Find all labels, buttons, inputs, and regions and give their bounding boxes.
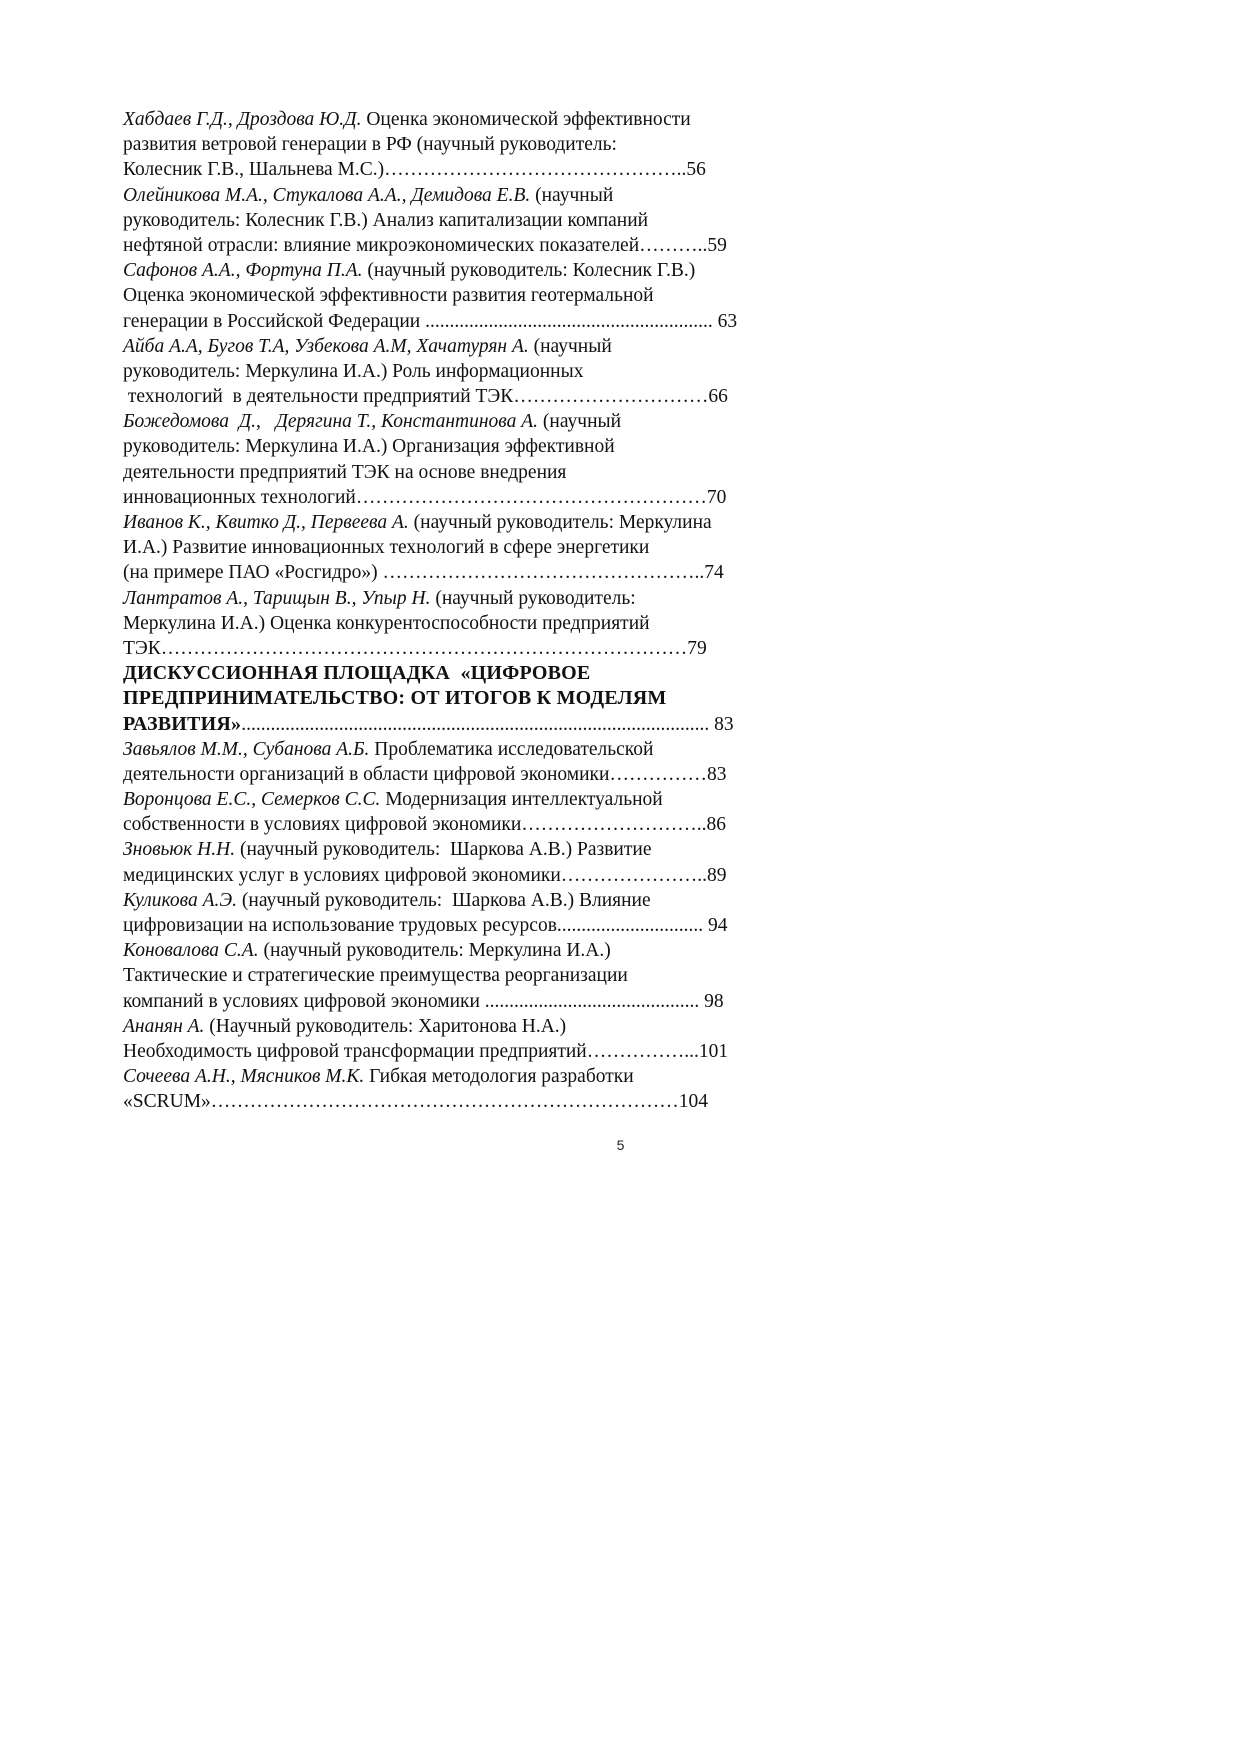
toc-line xyxy=(123,208,813,233)
toc-line xyxy=(123,989,813,1014)
entry-text: Проблематика исследовательской xyxy=(369,738,654,760)
toc-line xyxy=(123,409,813,434)
section-heading: ПРЕДПРИНИМАТЕЛЬСТВО: ОТ ИТОГОВ К МОДЕЛЯМ xyxy=(123,687,667,710)
entry-authors: Лантратов А., Тарищын В., Упыр Н. xyxy=(123,587,431,609)
entry-text: (научный руководитель: xyxy=(430,587,636,609)
entry-authors: Завьялов М.М., Субанова А.Б. xyxy=(123,738,370,760)
toc-line xyxy=(123,611,813,636)
toc-line xyxy=(123,309,813,334)
toc-line xyxy=(123,107,813,132)
toc-line xyxy=(123,434,813,459)
entry-authors: Божедомова Д., Дерягина Т., Константинова А. xyxy=(123,411,539,433)
toc-entry xyxy=(123,888,813,938)
toc-line xyxy=(123,963,813,988)
entry-text: (научный xyxy=(528,335,612,357)
entry-text: (научный руководитель: Меркулина xyxy=(408,512,712,533)
entry-text: медицинских услуг в условиях цифровой экономики…………………..89 xyxy=(123,864,727,886)
toc-entry xyxy=(123,409,813,510)
toc-line xyxy=(123,837,813,862)
entry-text: компаний в условиях цифровой экономики ............................................ 98 xyxy=(123,990,724,1012)
entry-text: руководитель: Меркулина И.А.) Роль информационных xyxy=(123,360,584,382)
toc-entry xyxy=(123,737,813,787)
entry-text: Колесник Г.В., Шальнева М.С.)………………………………………..56 xyxy=(123,159,706,181)
toc-line xyxy=(123,460,813,485)
entry-text: собственности в условиях цифровой экономики………………………..86 xyxy=(123,814,727,836)
entry-text: Оценка экономической эффективности xyxy=(361,109,691,130)
entry-text: технологий в деятельности предприятий ТЭК…………………………66 xyxy=(123,386,728,408)
entry-text: Оценка экономической эффективности развития геотермальной xyxy=(123,285,654,307)
entry-text: И.А.) Развитие инновационных технологий в сфере энергетики xyxy=(123,537,650,559)
toc-entry xyxy=(123,938,813,1014)
toc-line xyxy=(123,888,813,913)
entry-authors: Зновьюк Н.Н. xyxy=(123,839,236,861)
entry-text: (научный xyxy=(530,184,614,206)
toc-line xyxy=(123,157,813,182)
toc-entry xyxy=(123,1014,813,1064)
entry-text: «SCRUM»………………………………………………………………104 xyxy=(123,1091,709,1113)
toc-line xyxy=(123,258,813,283)
entry-authors: Воронцова Е.С., Семерков С.С. xyxy=(123,789,381,811)
toc-line xyxy=(123,510,813,535)
toc-line xyxy=(123,384,813,409)
toc-entry xyxy=(123,837,813,887)
entry-authors: Куликова А.Э. xyxy=(123,889,238,911)
toc-line xyxy=(123,132,813,157)
toc-entry xyxy=(123,586,813,662)
toc-line xyxy=(123,535,813,560)
entry-text: деятельности предприятий ТЭК на основе внедрения xyxy=(123,461,567,483)
entry-text: нефтяной отрасли: влияние микроэкономических показателей………..59 xyxy=(123,234,727,256)
toc-line xyxy=(123,938,813,963)
toc-entry xyxy=(123,183,813,259)
entry-text: Необходимость цифровой трансформации предприятий……………...101 xyxy=(123,1040,729,1062)
entry-text: руководитель: Колесник Г.В.) Анализ капитализации компаний xyxy=(123,209,649,231)
entry-text: ................................................................................................ 83 xyxy=(241,713,734,735)
toc-line xyxy=(123,183,813,208)
toc-entry xyxy=(123,661,813,737)
entry-text: ТЭК………………………………………………………………………79 xyxy=(123,637,707,659)
toc-entry xyxy=(123,107,813,183)
toc-line xyxy=(123,762,813,787)
toc-line xyxy=(123,1039,813,1064)
toc-entry xyxy=(123,334,813,410)
toc-line xyxy=(123,686,813,711)
toc-line xyxy=(123,863,813,888)
entry-text: деятельности организаций в области цифровой экономики……………83 xyxy=(123,763,727,785)
toc-entry xyxy=(123,1064,813,1114)
toc-entry xyxy=(123,510,813,586)
entry-authors: Ананян А. xyxy=(123,1015,205,1037)
toc-line xyxy=(123,334,813,359)
entry-authors: Олейникова М.А., Стукалова А.А., Демидова Е.В. xyxy=(123,184,531,206)
entry-authors: Айба А.А, Бугов Т.А, Узбекова А.М, Хачатурян А. xyxy=(123,335,529,357)
entry-authors: Сафонов А.А., Фортуна П.А. xyxy=(123,260,363,282)
entry-text: Гибкая методология разработки xyxy=(364,1066,634,1088)
toc-line xyxy=(123,586,813,611)
toc-line xyxy=(123,787,813,812)
entry-text: (научный xyxy=(538,411,622,433)
toc-line xyxy=(123,233,813,258)
entry-text: генерации в Российской Федерации ........................................................... 63 xyxy=(123,310,738,332)
toc-line xyxy=(123,560,813,585)
toc-line xyxy=(123,283,813,308)
entry-text: инновационных технологий………………………………………………70 xyxy=(123,486,727,508)
entry-text: Меркулина И.А.) Оценка конкурентоспособности предприятий xyxy=(123,612,650,634)
toc-line xyxy=(123,913,813,938)
entry-authors: Иванов К., Квитко Д., Первеева А. xyxy=(123,512,409,533)
entry-text: руководитель: Меркулина И.А.) Организация эффективной xyxy=(123,436,615,458)
toc-line xyxy=(123,636,813,661)
toc-line xyxy=(123,359,813,384)
entry-text: (научный руководитель: Шаркова А.В.) Влияние xyxy=(237,889,651,911)
entry-text: (научный руководитель: Шаркова А.В.) Развитие xyxy=(235,839,652,861)
entry-text: цифровизации на использование трудовых ресурсов.............................. 94 xyxy=(123,915,728,936)
toc-line xyxy=(123,661,813,686)
table-of-contents xyxy=(123,107,813,1115)
entry-text: (Научный руководитель: Харитонова Н.А.) xyxy=(204,1015,567,1037)
entry-text: развития ветровой генерации в РФ (научный руководитель: xyxy=(123,134,617,156)
toc-line xyxy=(123,812,813,837)
toc-entry xyxy=(123,258,813,334)
toc-line xyxy=(123,712,813,737)
toc-line xyxy=(123,737,813,762)
entry-authors: Коновалова С.А. xyxy=(123,940,259,962)
toc-line xyxy=(123,1089,813,1114)
entry-text: Модернизация интеллектуальной xyxy=(380,789,663,811)
toc-line xyxy=(123,1014,813,1039)
toc-line xyxy=(123,1064,813,1089)
entry-text: (на примере ПАО «Росгидро») …………………………………………..74 xyxy=(123,562,724,584)
entry-authors: Хабдаев Г.Д., Дроздова Ю.Д. xyxy=(123,109,362,130)
section-heading: РАЗВИТИЯ» xyxy=(123,712,242,735)
page-number: 5 xyxy=(616,1137,625,1153)
toc-line xyxy=(123,485,813,510)
entry-text: Тактические и стратегические преимущества реорганизации xyxy=(123,965,628,987)
toc-entry xyxy=(123,787,813,837)
entry-authors: Сочеева А.Н., Мясников М.К. xyxy=(123,1066,365,1088)
entry-text: (научный руководитель: Колесник Г.В.) xyxy=(362,260,696,282)
section-heading: ДИСКУССИОННАЯ ПЛОЩАДКА «ЦИФРОВОЕ xyxy=(123,662,591,685)
entry-text: (научный руководитель: Меркулина И.А.) xyxy=(258,940,611,962)
